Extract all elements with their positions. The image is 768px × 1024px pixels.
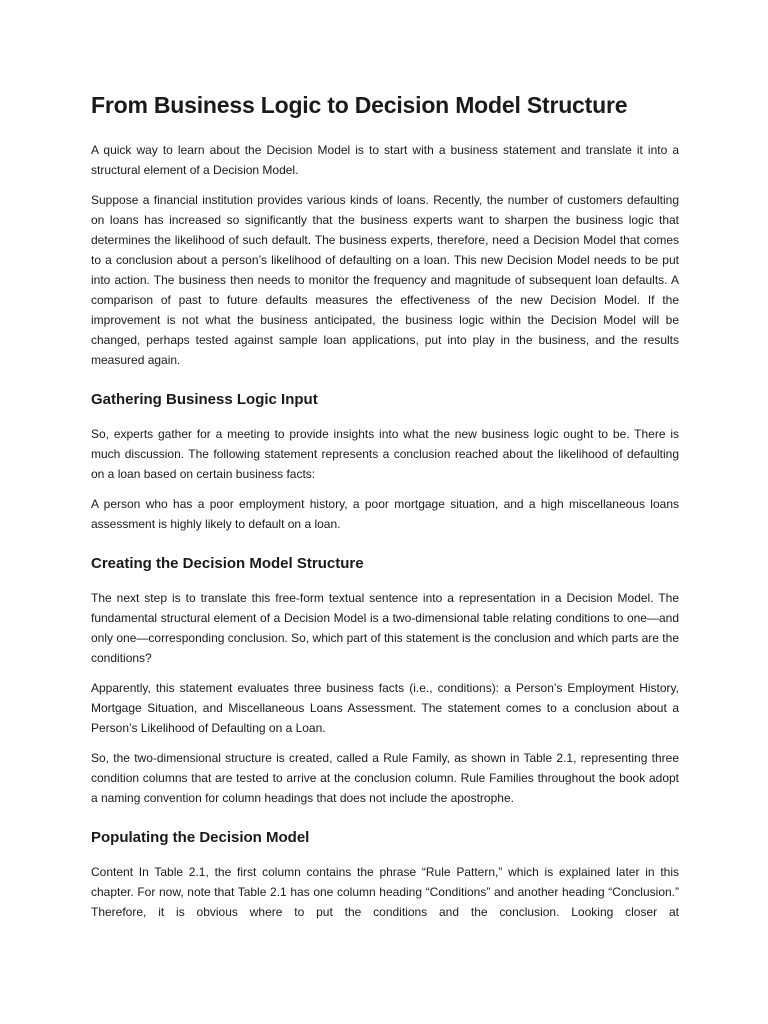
section2-paragraph-3: So, the two-dimensional structure is created, called a Rule Family, as shown in Table 2.1, representing three condition columns that are tested to arrive at the conclusion column. Rule Families throughout the book adopt a naming convention for column headings that does not include the apostrophe.: [91, 751, 679, 805]
document-page: [91, 90, 679, 932]
section1-paragraph-2: A person who has a poor employment history, a poor mortgage situation, and a high miscellaneous loans assessment is highly likely to default on a loan.: [91, 497, 679, 531]
section2-paragraph-1: The next step is to translate this free-form textual sentence into a representation in a Decision Model. The fundamental structural element of a Decision Model is a two-dimensional table relating conditions to one—and only one—corresponding conclusion. So, which part of this statement is the conclusion and which parts are the conditions?: [91, 591, 679, 665]
document-title: From Business Logic to Decision Model Structure: [91, 92, 628, 118]
section-heading-populating: Populating the Decision Model: [91, 829, 310, 846]
section-heading-creating: Creating the Decision Model Structure: [91, 555, 364, 572]
section-heading-gathering: Gathering Business Logic Input: [91, 391, 318, 408]
intro-paragraph-2: Suppose a financial institution provides various kinds of loans. Recently, the number of customers defaulting on loans has increased so significantly that the business experts want to sharpen the business logic that determines the likelihood of such default. The business experts, therefore, need a Decision Model that comes to a conclusion about a person’s likelihood of defaulting on a loan. This new Decision Model needs to be put into action. The business then needs to monitor the frequency and magnitude of subsequent loan defaults. A comparison of past to future defaults measures the effectiveness of the new Decision Model. If the improvement is not what the business anticipated, the business logic within the Decision Model will be changed, perhaps tested against sample loan applications, put into play in the business, and the results measured again.: [91, 193, 679, 367]
section1-paragraph-1: So, experts gather for a meeting to provide insights into what the new business logic ought to be. There is much discussion. The following statement represents a conclusion reached about the likelihood of defaulting on a loan based on certain business facts:: [91, 427, 679, 481]
section2-paragraph-2: Apparently, this statement evaluates three business facts (i.e., conditions): a Person’s Employment History, Mortgage Situation, and Miscellaneous Loans Assessment. The statement comes to a conclusion about a Person’s Likelihood of Defaulting on a Loan.: [91, 681, 679, 735]
section3-paragraph-1: Content In Table 2.1, the first column contains the phrase “Rule Pattern,” which is explained later in this chapter. For now, note that Table 2.1 has one column heading “Conditions” and another heading “Conclusion.” Therefore, it is obvious where to put the conditions and the conclusion. Looking closer at: [91, 865, 679, 919]
intro-paragraph-1: A quick way to learn about the Decision Model is to start with a business statement and translate it into a structural element of a Decision Model.: [91, 143, 679, 177]
